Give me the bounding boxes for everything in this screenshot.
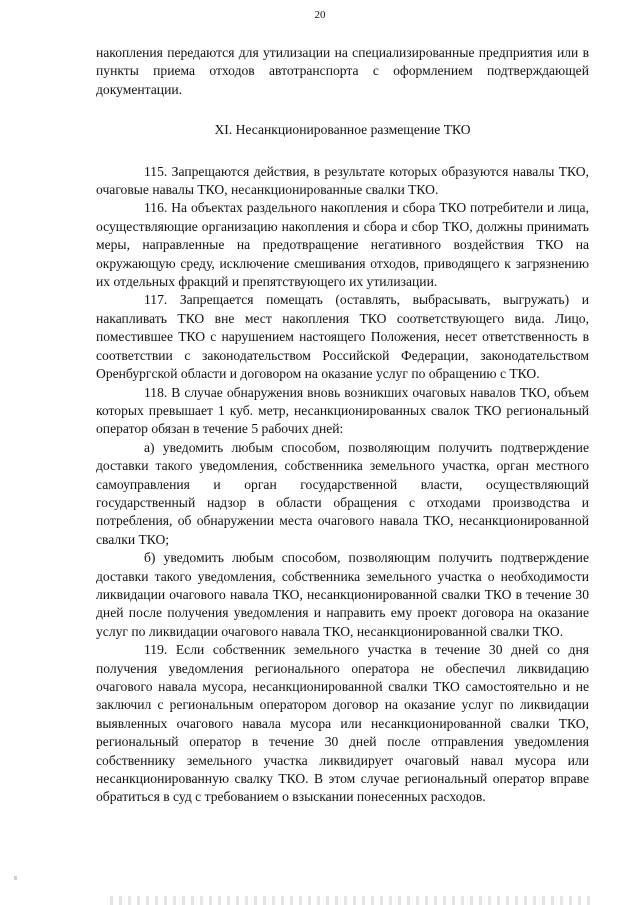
scan-artifact-strip (110, 896, 590, 905)
page-number: 20 (314, 9, 326, 21)
paragraph-118-b: б) уведомить любым способом, позволяющим получить подтверждение доставки такого уведомления, собственника земельного участка о необходимости ликвидации очагового навала ТКО, несанкционированной свалки ТКО в течение 30 дней после получения уведомления и направить ему проект договора на оказание услуг по ликвидации очагового навала ТКО, несанкционированной свалки ТКО. (96, 550, 589, 639)
paragraph-116: 116. На объектах раздельного накопления и сбора ТКО потребители и лица, осуществляющие организацию накопления и сбора и сбор ТКО, должны принимать меры, направленные на предотвращение негативного воздействия ТКО на окружающую среду, исключение смешивания отходов, приводящего к загрязнению их отдельных фракций и препятствующего их утилизации. (96, 200, 589, 290)
intro-paragraph: накопления передаются для утилизации на специализированные предприятия или в пункты приема отходов автотранспорта с оформлением подтверждающей документации. (96, 45, 589, 97)
paragraph-118: 118. В случае обнаружения вновь возникших очаговых навалов ТКО, объем которых превышает 1 куб. метр, несанкционированных свалок ТКО региональный оператор обязан в течение 5 рабочих дней: (96, 384, 589, 437)
paragraph-119: 119. Если собственник земельного участка в течение 30 дней со дня получения уведомления регионального оператора не обеспечил ликвидацию очагового навала мусора, несанкционированной свалки ТКО самостоятельно и не заключил с региональным оператором договор на оказание услуг по ликвидации выявленных очагового навала мусора или несанкционированной свалки ТКО, региональный оператор в течение 30 дней после отправления уведомления собственнику земельного участка ликвидирует очаговый навал мусора или несанкционированную свалку ТКО. В этом случае региональный оператор вправе обратиться в суд с требованием о взыскании понесенных расходов. (96, 642, 589, 805)
section-title: XI. Несанкционированное размещение ТКО (214, 122, 471, 138)
paragraph-118-a: а) уведомить любым способом, позволяющим получить подтверждение доставки такого уведомления, собственника земельного участка, орган местного самоуправления и орган государственной власти, осуществляющий государственный надзор в области обращения с отходами производства и потребления, об обнаружении места очагового навала ТКО, несанкционированной свалки ТКО; (96, 439, 589, 547)
document-body (96, 44, 589, 807)
paragraph-115: 115. Запрещаются действия, в результате которых образуются навалы ТКО, очаговые навалы ТКО, несанкционированные свалки ТКО. (96, 163, 589, 198)
paragraph-117: 117. Запрещается помещать (оставлять, выбрасывать, выгружать) и накапливать ТКО вне мест накопления ТКО соответствующего вида. Лицо, поместившее ТКО с нарушением настоящего Положения, несет ответственность в соответствии с законодательством Российской Федерации, законодательством Оренбургской области и договором на оказание услуг по обращению с ТКО. (96, 292, 589, 382)
scan-mark (14, 876, 17, 880)
